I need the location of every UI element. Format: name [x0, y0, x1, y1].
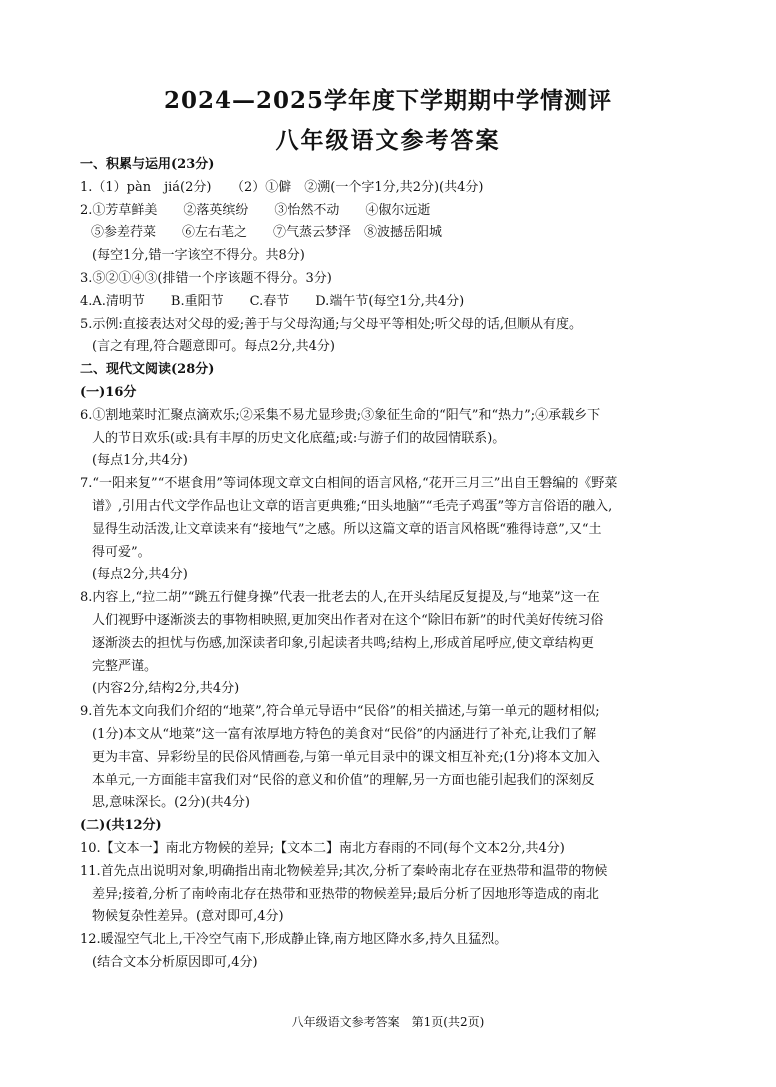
answer-line: 6.①割地菜时汇聚点滴欢乐;②采集不易尤显珍贵;③象征生命的“阳气”和“热力”;④承载乡下 [80, 407, 601, 423]
answer-line: 得可爱”。 [92, 544, 151, 560]
answer-line: (每点1分,共4分) [92, 453, 188, 469]
answer-line: 8.内容上,“拉二胡”“跳五行健身操”代表一批老去的人,在开头结尾反复提及,与“地菜”这一在 [80, 590, 600, 606]
answer-line: 人的节日欢乐(或:具有丰厚的历史文化底蕴;或:与游子们的故园情联系)。 [92, 430, 506, 446]
answer-line: (内容2分,结构2分,共4分) [92, 681, 240, 697]
answer-line: 更为丰富、异彩纷呈的民俗风情画卷,与第一单元目录中的课文相互补充;(1分)将本文加入 [92, 749, 600, 765]
answer-line: (言之有理,符合题意即可。每点2分,共4分) [92, 339, 335, 355]
answer-line: (1分)本文从“地菜”这一富有浓厚地方特色的美食对“民俗”的内涵进行了补充,让我们了解 [92, 726, 597, 742]
answer-line: 显得生动活泼,让文章读来有“接地气”之感。所以这篇文章的语言风格既“雅得诗意”,又“土 [92, 521, 602, 537]
answer-line: 3.⑤②①④③(排错一个序该题不得分。3分) [80, 270, 332, 286]
answer-line: ⑤参差荇菜 ⑥左右芼之 ⑦气蒸云梦泽 ⑧波撼岳阳城 [91, 225, 443, 241]
answer-line: 人们视野中逐渐淡去的事物相映照,更加突出作者对在这个“除旧布新”的时代美好传统习俗 [92, 612, 604, 628]
answer-line: 差异;接着,分析了南岭南北存在热带和亚热带的物候差异;最后分析了因地形等造成的南北 [92, 886, 599, 902]
answer-line: 物候复杂性差异。(意对即可,4分) [92, 909, 284, 925]
answer-line: 7.“一阳来复”“不堪食用”等词体现文章文白相间的语言风格,“花开三月三”出自王磐编的《野菜 [80, 476, 618, 492]
section-heading: 一、积累与运用(23分) [80, 157, 215, 172]
page-footer: 八年级语文参考答案 第1页(共2页) [291, 1015, 485, 1029]
answer-line: (每点2分,共4分) [92, 567, 188, 583]
page-title: 2024—2025学年度下学期期中学情测评 [163, 87, 613, 114]
answer-line: (每空1分,错一字该空不得分。共8分) [92, 248, 305, 264]
answer-line: 12.暖湿空气北上,干冷空气南下,形成静止锋,南方地区降水多,持久且猛烈。 [80, 932, 508, 948]
section-heading: (一)16分 [80, 384, 137, 400]
answer-line: 本单元,一方面能丰富我们对“民俗的意义和价值”的理解,另一方面也能引起我们的深刻反 [92, 772, 595, 788]
section-heading: 二、现代文阅读(28分) [80, 362, 215, 378]
answer-line: 2.①芳草鲜美 ②落英缤纷 ③怡然不动 ④俶尔远逝 [80, 202, 431, 218]
answer-line: (结合文本分析原因即可,4分) [92, 954, 258, 970]
answer-line: 完整严谨。 [92, 658, 158, 674]
answer-line: 1.（1）pàn jiá(2分) （2）①僻 ②溯(一个字1分,共2分)(共4分) [80, 179, 484, 195]
answer-line: 5.示例:直接表达对父母的爱;善于与父母沟通;与父母平等相处;听父母的话,但顺从有度。 [80, 316, 583, 332]
answer-line: 11.首先点出说明对象,明确指出南北物候差异;其次,分析了秦岭南北存在亚热带和温带的物候 [80, 863, 608, 879]
section-heading: (二)(共12分) [80, 818, 162, 834]
answer-line: 10.【文本一】南北方物候的差异;【文本二】南北方春雨的不同(每个文本2分,共4分) [80, 840, 565, 856]
answer-line: 谱》,引用古代文学作品也让文章的语言更典雅;“田头地脑”“毛壳子鸡蛋”等方言俗语的融入, [92, 498, 613, 514]
answer-line: 9.首先本文向我们介绍的“地菜”,符合单元导语中“民俗”的相关描述,与第一单元的题材相似; [80, 704, 600, 720]
answer-line: 逐渐淡去的担忧与伤感,加深读者印象,引起读者共鸣;结构上,形成首尾呼应,使文章结构更 [92, 635, 594, 651]
answer-line: 4.A.清明节 B.重阳节 C.春节 D.端午节(每空1分,共4分) [80, 293, 465, 309]
answer-line: 思,意味深长。(2分)(共4分) [92, 795, 250, 811]
answer-content [80, 154, 700, 975]
page-subtitle: 八年级语文参考答案 [275, 127, 501, 154]
